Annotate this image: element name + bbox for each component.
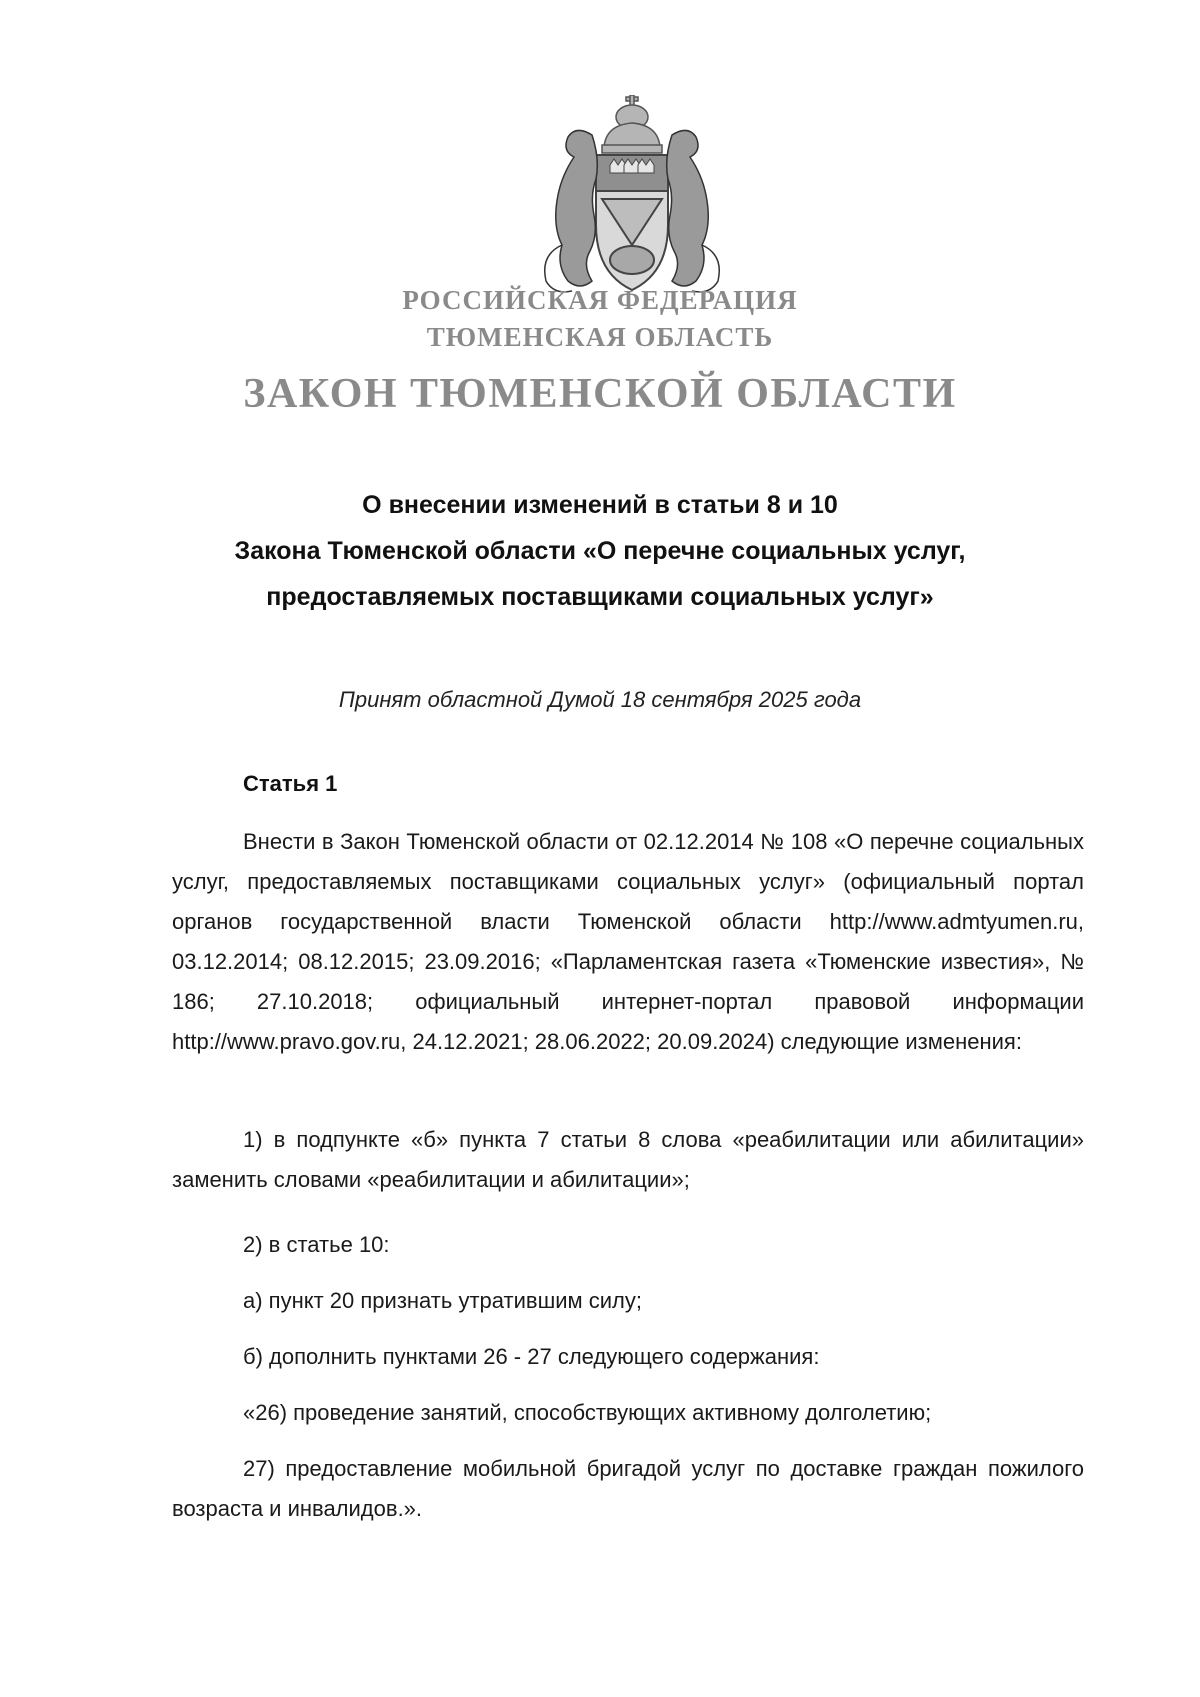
header-law-type: ЗАКОН ТЮМЕНСКОЙ ОБЛАСТИ <box>243 371 957 417</box>
paragraph-text: Внести в Закон Тюменской области от 02.12.2014 № 108 «О перечне социальных услуг, предоставляемых поставщиками социальных услуг» (официальный портал органов государственной власти Тюменской области http://www.admtyumen.ru, 03.12.2014; 08.12.2015; 23.09.2016; «Парламентская газета «Тюменские известия», № 186; 27.10.2018; официальный интернет-портал правовой информации http://www.pravo.gov.ru, 24.12.2021; 28.06.2022; 20.09.2024) следующие изменения: <box>172 829 1084 1054</box>
header-region: ТЮМЕНСКАЯ ОБЛАСТЬ <box>426 322 774 352</box>
header-country: РОССИЙСКАЯ ФЕДЕРАЦИЯ <box>402 285 798 315</box>
article-intro-paragraph <box>172 822 1084 1062</box>
paragraph-text: а) пункт 20 признать утратившим силу; <box>243 1288 642 1313</box>
law-title-line-1: О внесении изменений в статьи 8 и 10 <box>362 491 838 519</box>
article-item-2a <box>172 1281 1084 1321</box>
law-title-line-3: предоставляемых поставщиками социальных услуг» <box>266 583 934 611</box>
article-item-2 <box>172 1225 1084 1265</box>
article-point-27 <box>172 1449 1084 1529</box>
paragraph-text: 27) предоставление мобильной бригадой услуг по доставке граждан пожилого возраста и инвалидов.». <box>172 1456 1084 1521</box>
coat-of-arms-icon <box>532 95 732 300</box>
paragraph-text: «26) проведение занятий, способствующих активному долголетию; <box>243 1400 932 1425</box>
article-item-1 <box>172 1120 1084 1200</box>
adoption-note: Принят областной Думой 18 сентября 2025 года <box>338 687 862 712</box>
paragraph-text: 2) в статье 10: <box>243 1232 390 1257</box>
law-title-line-2: Закона Тюменской области «О перечне социальных услуг, <box>234 537 966 565</box>
article-heading: Статья 1 <box>243 771 338 796</box>
paragraph-text: б) дополнить пунктами 26 - 27 следующего содержания: <box>243 1344 820 1369</box>
paragraph-text: 1) в подпункте «б» пункта 7 статьи 8 слова «реабилитации или абилитации» заменить словами «реабилитации и абилитации»; <box>172 1127 1084 1192</box>
article-item-2b <box>172 1337 1084 1377</box>
article-point-26 <box>172 1393 1084 1433</box>
